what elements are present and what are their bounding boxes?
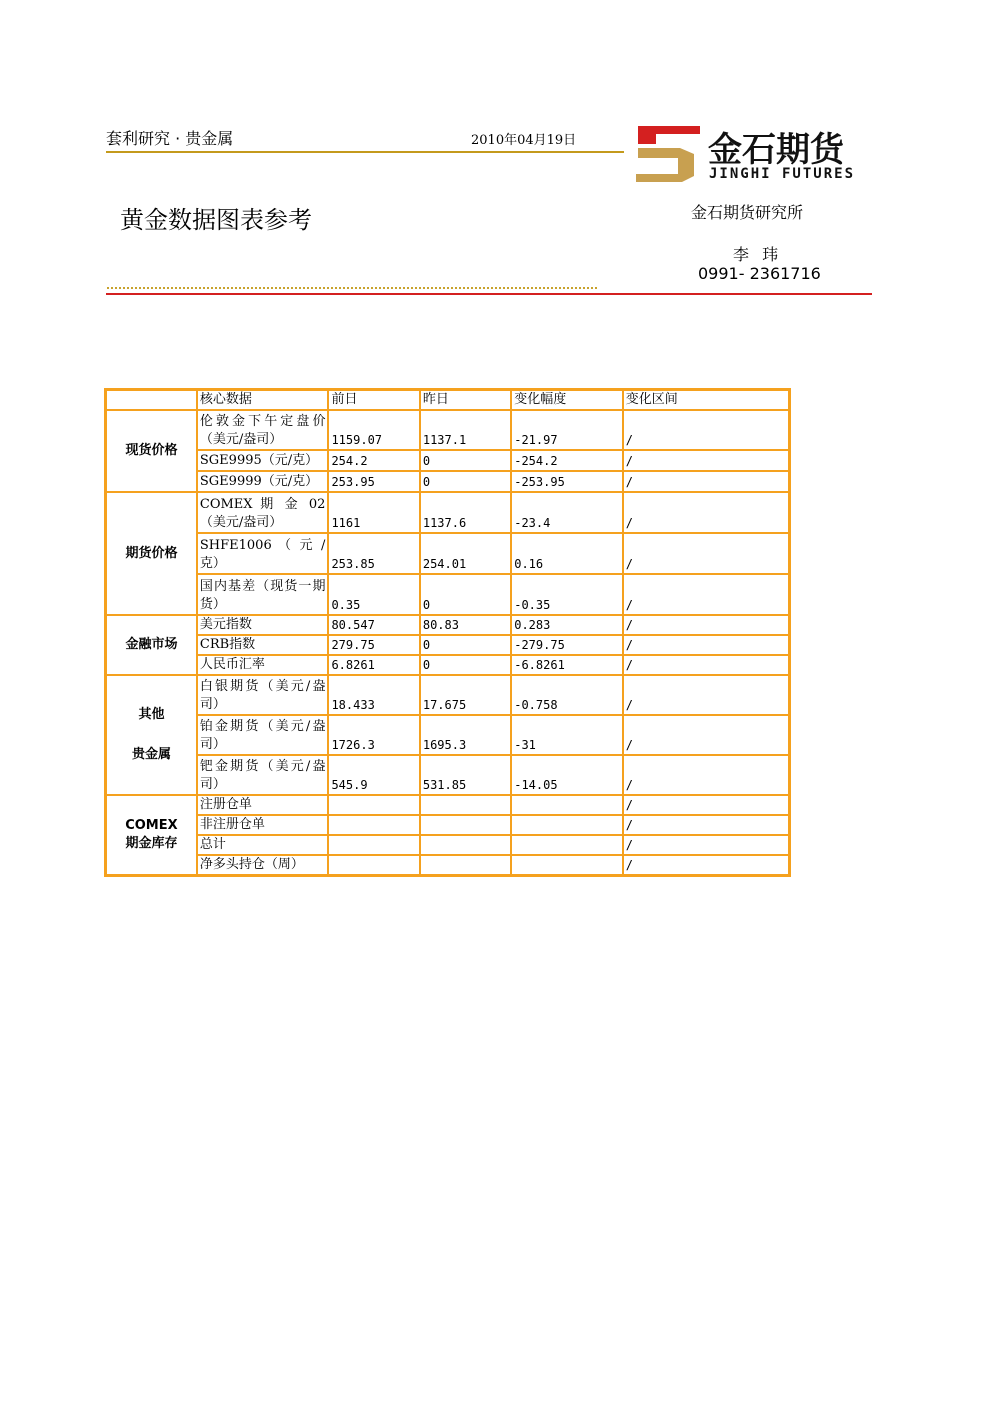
group-name: COMEX xyxy=(125,818,178,833)
yesterday-value xyxy=(420,815,511,835)
author-name: 李 玮 xyxy=(733,245,783,264)
prev-day-value: 279.75 xyxy=(328,635,419,655)
table-row xyxy=(106,410,790,450)
change-value xyxy=(511,855,622,876)
change-range: / xyxy=(623,835,790,855)
yesterday-value xyxy=(420,795,511,815)
change-value xyxy=(511,795,622,815)
row-label: 总计 xyxy=(197,835,329,855)
row-label: 非注册仓单 xyxy=(197,815,329,835)
column-header xyxy=(106,390,197,411)
yesterday-value xyxy=(420,855,511,876)
change-value: -31 xyxy=(511,715,622,755)
group-name-line2: 期金库存 xyxy=(125,836,178,851)
page-title: 黄金数据图表参考 xyxy=(120,206,312,234)
red-divider xyxy=(106,293,872,295)
prev-day-value: 545.9 xyxy=(328,755,419,795)
change-range: / xyxy=(623,492,790,533)
author-phone: 0991- 2361716 xyxy=(698,264,821,283)
row-label: 注册仓单 xyxy=(197,795,329,815)
table-row xyxy=(106,835,790,855)
table-row xyxy=(106,471,790,492)
yesterday-value: 0 xyxy=(420,655,511,675)
yesterday-value: 0 xyxy=(420,471,511,492)
row-label: SGE9995（元/克） xyxy=(197,450,329,471)
prev-day-value: 18.433 xyxy=(328,675,419,715)
yesterday-value: 254.01 xyxy=(420,533,511,574)
change-range: / xyxy=(623,533,790,574)
row-group-label xyxy=(106,615,197,675)
prev-day-value xyxy=(328,795,419,815)
table-row xyxy=(106,675,790,715)
row-group-label xyxy=(106,675,197,795)
row-group-label xyxy=(106,795,197,876)
report-date: 2010年04月19日 xyxy=(471,133,577,148)
row-label: 人民币汇率 xyxy=(197,655,329,675)
table-row xyxy=(106,450,790,471)
row-label: 白银期货（美元/盎司） xyxy=(197,675,329,715)
gold-data-table xyxy=(104,388,791,877)
change-value: -279.75 xyxy=(511,635,622,655)
table-header-row xyxy=(106,390,790,411)
yesterday-value: 0 xyxy=(420,574,511,615)
column-header: 昨日 xyxy=(420,390,511,411)
prev-day-value: 0.35 xyxy=(328,574,419,615)
change-value: -6.8261 xyxy=(511,655,622,675)
prev-day-value: 1161 xyxy=(328,492,419,533)
logo-chinese-text: 金石期货 xyxy=(708,130,844,170)
change-value: -254.2 xyxy=(511,450,622,471)
change-range: / xyxy=(623,635,790,655)
prev-day-value: 253.85 xyxy=(328,533,419,574)
header-divider xyxy=(106,151,624,153)
dotted-divider xyxy=(106,286,597,291)
row-label: SGE9999（元/克） xyxy=(197,471,329,492)
table-row xyxy=(106,655,790,675)
prev-day-value: 80.547 xyxy=(328,615,419,635)
change-range: / xyxy=(623,471,790,492)
table-row xyxy=(106,815,790,835)
yesterday-value: 1695.3 xyxy=(420,715,511,755)
yesterday-value: 17.675 xyxy=(420,675,511,715)
change-value: -14.05 xyxy=(511,755,622,795)
prev-day-value: 1159.07 xyxy=(328,410,419,450)
table-row xyxy=(106,715,790,755)
change-range: / xyxy=(623,410,790,450)
prev-day-value: 253.95 xyxy=(328,471,419,492)
table-row xyxy=(106,795,790,815)
yesterday-value: 531.85 xyxy=(420,755,511,795)
prev-day-value: 254.2 xyxy=(328,450,419,471)
row-label: SHFE1006 （ 元 / 克） xyxy=(197,533,329,574)
row-label: 国内基差（现货一期货） xyxy=(197,574,329,615)
table-row xyxy=(106,615,790,635)
change-range: / xyxy=(623,795,790,815)
column-header: 变化区间 xyxy=(623,390,790,411)
yesterday-value: 0 xyxy=(420,450,511,471)
yesterday-value: 0 xyxy=(420,635,511,655)
row-label: CRB指数 xyxy=(197,635,329,655)
prev-day-value xyxy=(328,815,419,835)
change-range: / xyxy=(623,574,790,615)
yesterday-value: 80.83 xyxy=(420,615,511,635)
change-range: / xyxy=(623,855,790,876)
row-label: 伦敦金下午定盘价（美元/盎司） xyxy=(197,410,329,450)
yesterday-value xyxy=(420,835,511,855)
change-value: 0.16 xyxy=(511,533,622,574)
row-label: 铂金期货（美元/盎司） xyxy=(197,715,329,755)
prev-day-value: 6.8261 xyxy=(328,655,419,675)
column-header: 变化幅度 xyxy=(511,390,622,411)
report-category: 套利研究 · 贵金属 xyxy=(106,129,234,148)
change-range: / xyxy=(623,450,790,471)
change-value xyxy=(511,815,622,835)
column-header: 前日 xyxy=(328,390,419,411)
change-range: / xyxy=(623,675,790,715)
prev-day-value: 1726.3 xyxy=(328,715,419,755)
change-range: / xyxy=(623,755,790,795)
table-row xyxy=(106,635,790,655)
change-range: / xyxy=(623,715,790,755)
change-value: -0.35 xyxy=(511,574,622,615)
yesterday-value: 1137.6 xyxy=(420,492,511,533)
change-value: -23.4 xyxy=(511,492,622,533)
prev-day-value xyxy=(328,835,419,855)
change-value: -0.758 xyxy=(511,675,622,715)
row-label: 美元指数 xyxy=(197,615,329,635)
row-label: COMEX 期 金 02（美元/盎司） xyxy=(197,492,329,533)
change-range: / xyxy=(623,815,790,835)
change-value: 0.283 xyxy=(511,615,622,635)
group-name-line2: 贵金属 xyxy=(131,747,171,762)
row-label: 钯金期货（美元/盎司） xyxy=(197,755,329,795)
change-value: -253.95 xyxy=(511,471,622,492)
change-range: / xyxy=(623,655,790,675)
table-row xyxy=(106,492,790,533)
table-row xyxy=(106,574,790,615)
change-value xyxy=(511,835,622,855)
group-name: 期货价格 xyxy=(125,545,178,561)
table-row xyxy=(106,533,790,574)
institute-name: 金石期货研究所 xyxy=(691,203,804,222)
row-label: 净多头持仓（周） xyxy=(197,855,329,876)
prev-day-value xyxy=(328,855,419,876)
row-group-label xyxy=(106,492,197,615)
column-header: 核心数据 xyxy=(197,390,329,411)
table-row xyxy=(106,855,790,876)
table-row xyxy=(106,755,790,795)
logo-english-text: JINGHI FUTURES xyxy=(709,166,856,182)
change-range: / xyxy=(623,615,790,635)
change-value: -21.97 xyxy=(511,410,622,450)
group-name: 金融市场 xyxy=(125,637,178,652)
yesterday-value: 1137.1 xyxy=(420,410,511,450)
group-name: 现货价格 xyxy=(125,443,178,458)
row-group-label xyxy=(106,410,197,492)
group-name: 其他 xyxy=(138,707,165,722)
